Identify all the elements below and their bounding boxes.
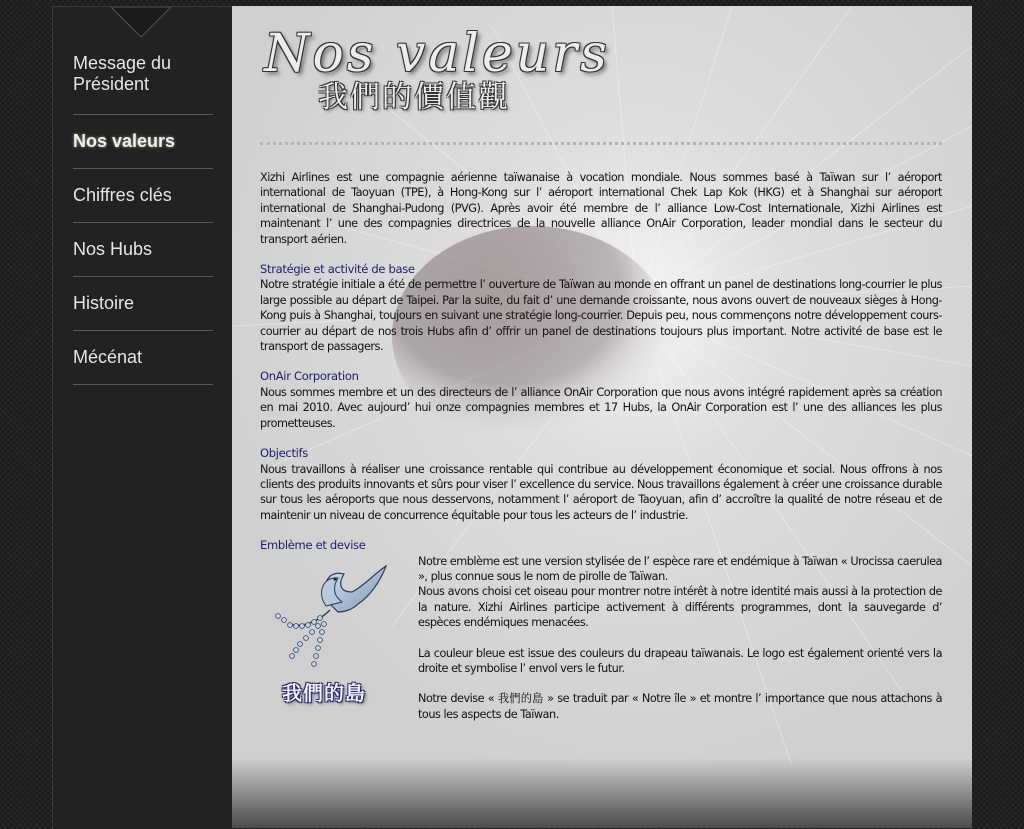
emblem-row: [260, 554, 942, 734]
nav-item-label: Chiffres clés: [73, 185, 172, 205]
emblem-paragraph: Notre devise « 我們的島 » se traduit par « Notre île » et montre l’ importance que nous attachons à tous les aspects de Taïwan.: [418, 692, 942, 721]
nav-item-message-du-president[interactable]: [73, 53, 213, 115]
emblem-paragraph: Nous avons choisi cet oiseau pour montrer notre intérêt à notre identité mais aussi à la protection de la nature. Xizhi Airlines participe activement à différents programmes, dont la sauvegarde d’ espèces endémiques menacées.: [418, 585, 942, 630]
dotted-divider: [260, 142, 942, 145]
emblem-paragraph: La couleur bleue est issue des couleurs du drapeau taïwanais. Le logo est également orienté vers la droite et symbolise l’ envol vers le futur.: [418, 646, 942, 675]
section-body: Nous sommes membre et un des directeurs de l’ alliance OnAir Corporation que nous avons intégré rapidement après sa création en mai 2010. Avec aujourd’ hui onze compagnies membres et 17 Hubs, la OnAir Corporation est l’ une des alliances les plus prometteuses.: [260, 385, 942, 430]
nav-item-histoire[interactable]: [73, 277, 213, 331]
nav-item-mecenat[interactable]: [73, 331, 213, 385]
section-objectifs: [260, 446, 942, 523]
page-title: Nos valeurs: [264, 24, 610, 84]
nav-item-chiffres-cles[interactable]: [73, 169, 213, 223]
page-title-chinese: 我們的價值觀: [318, 80, 510, 115]
section-strategie: [260, 262, 942, 354]
nav-item-label: Histoire: [73, 293, 135, 313]
sidebar: [52, 6, 232, 829]
nav-item-label: Mécénat: [73, 347, 143, 367]
emblem-paragraph: Notre emblème est une version stylisée de l’ espèce rare et endémique à Taïwan « Urocissa caerulea », plus connue sous le nom de pirolle de Taïwan.: [418, 554, 942, 583]
motto-chinese: 我們的島: [282, 680, 366, 705]
nav-item-nos-hubs[interactable]: [73, 223, 213, 277]
emblem-text: [418, 554, 942, 723]
section-heading: Stratégie et activité de base: [260, 262, 415, 277]
nav-item-label: Nos valeurs: [73, 131, 176, 151]
section-heading: Emblème et devise: [260, 538, 366, 553]
main-content: [232, 6, 972, 828]
section-onair: [260, 369, 942, 431]
section-embleme: [260, 538, 942, 733]
content-bottom-fade: [232, 758, 972, 828]
nav-item-label: Message du Président: [73, 53, 172, 94]
section-heading: Objectifs: [260, 446, 308, 461]
intro-paragraph: Xizhi Airlines est une compagnie aérienne taïwanaise à vocation mondiale. Nous sommes basé à Taïwan sur l’ aéroport international de Taoyuan (TPE), à Hong-Kong sur l’ aéroport international Chek Lap Kok (HKG) et à Shanghai sur aéroport international de Shanghai-Pudong (PVG). Après avoir été membre de l’ alliance Low-Cost Internationale, Xizhi Airlines est maintenant l’ une des compagnies directrices de la nouvelle alliance OnAir Corporation, leader mondial dans le secteur du transport aérien.: [260, 171, 942, 246]
section-body: Notre stratégie initiale a été de permettre l’ ouverture de Taïwan au monde en offrant un panel de destinations long-courrier le plus large possible au départ de Taipei. Par la suite, du fait d’ une demande croissante, nous avons ouvert de nouveaux sièges à Hong-Kong puis à Shanghai, toujours en suivant une stratégie long-courrier. Depuis peu, nous commençons notre développement cours-courrier au départ de nos trois Hubs afin d’ offrir un panel de destinations toujours plus important. Notre activité de base est le transport de passagers.: [260, 278, 942, 354]
bird-emblem-logo: [268, 562, 388, 672]
sidebar-nav: [73, 53, 213, 385]
section-heading: OnAir Corporation: [260, 369, 359, 384]
article-body: [260, 170, 942, 734]
page-frame: [52, 6, 972, 828]
sidebar-notch-decoration: [111, 7, 171, 39]
nav-item-label: Nos Hubs: [73, 239, 153, 259]
nav-item-nos-valeurs[interactable]: [73, 115, 213, 169]
section-body: Nous travaillons à réaliser une croissance rentable qui contribue au développement économique et social. Nous offrons à nos clients des produits innovants et sûrs pour viser l’ excellence du service. Nous travaillons également à créer une croissance durable sur tous les aéroports que nous desservons, notamment l’ aéroport de Taoyuan, afin d’ accroître la qualité de notre réseau et de maintenir un niveau de concurrence équitable pour tous les acteurs de l’ industrie.: [260, 462, 942, 522]
